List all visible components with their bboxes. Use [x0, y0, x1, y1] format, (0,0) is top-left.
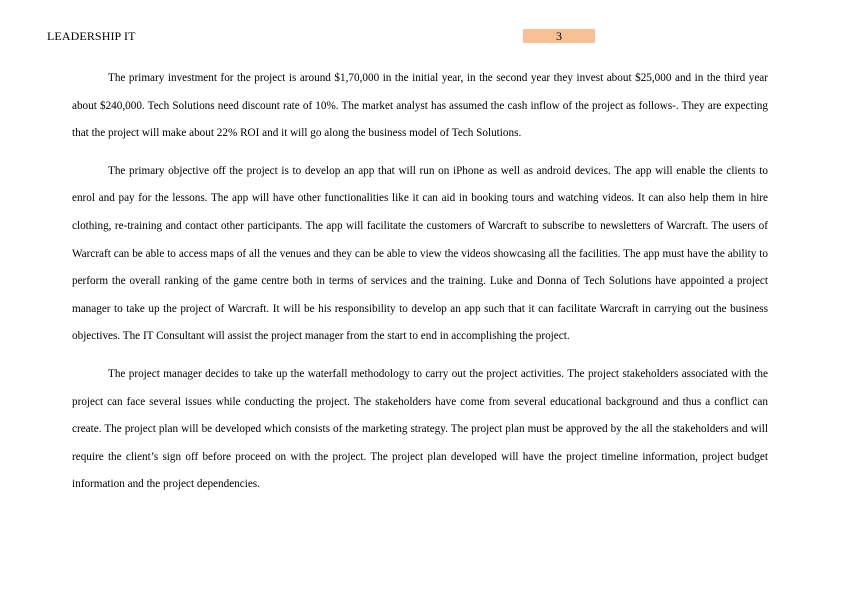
- paragraph-methodology: The project manager decides to take up the waterfall methodology to carry out the project activities. The project stakeholders associated with the project can face several issues while conducting the project. The stakeholders have come from several educational background and thus a conflict can create. The project plan will be developed which consists of the marketing strategy. The project plan must be approved by the all the stakeholders and will require the client’s sign off before proceed on with the project. The project plan developed will have the project timeline information, project budget information and the project dependencies.: [72, 367, 768, 491]
- running-head: LEADERSHIP IT: [47, 29, 136, 43]
- paragraph-objective: The primary objective off the project is to develop an app that will run on iPhone as well as android devices. The app will enable the clients to enrol and pay for the lessons. The app will have other functionalities like it can aid in booking tours and watching videos. It can also help them in hire clothing, re-training and contact other participants. The app will facilitate the customers of Warcraft to subscribe to newsletters of Warcraft. The users of Warcraft can be able to access maps of all the venues and they can be able to view the videos showcasing all the facilities. The app must have the ability to perform the overall ranking of the game centre both in terms of services and the training. Luke and Donna of Tech Solutions have appointed a project manager to take up the project of Warcraft. It will be his responsibility to develop an app such that it can facilitate Warcraft in carrying out the business objectives. The IT Consultant will assist the project manager from the start to end in accomplishing the project.: [72, 164, 768, 343]
- body-text: [72, 65, 768, 509]
- page-number: 3: [523, 29, 595, 43]
- paragraph-investment: The primary investment for the project is around $1,70,000 in the initial year, in the second year they invest about $25,000 and in the third year about $240,000. Tech Solutions need discount rate of 10%. The market analyst has assumed the cash inflow of the project as follows-. They are expecting that the project will make about 22% ROI and it will go along the business model of Tech Solutions.: [72, 72, 768, 140]
